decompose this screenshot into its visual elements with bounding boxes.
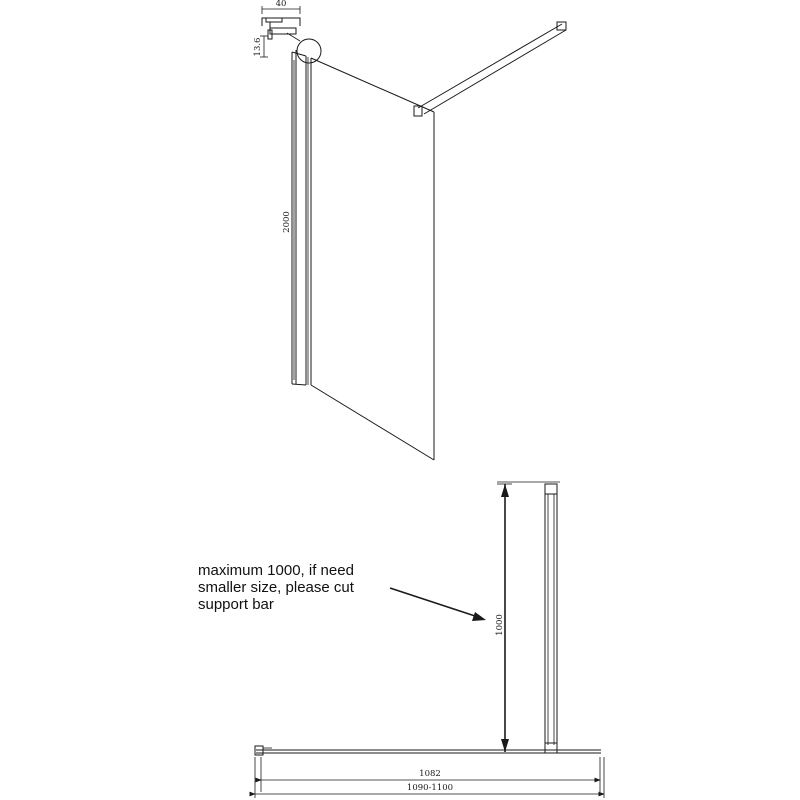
note-line-2: smaller size, please cut [198,579,354,596]
detail-callout-circle [297,39,321,63]
glass-panel [308,57,434,460]
front-view [198,482,604,798]
glass-panel-plan [255,746,601,755]
profile-width-dimension: 40 [275,0,287,9]
perspective-view [253,0,566,460]
profile-detail [253,0,300,57]
total-width-dimension: 1090-1100 [406,783,454,793]
support-bar [414,22,566,116]
cut-instruction-note [198,562,486,621]
note-line-1: maximum 1000, if need [198,562,354,579]
profile-depth-dimension: 13.6 [253,37,263,57]
support-bar-elevation [497,482,560,753]
support-bar-length-dimension-group [495,484,512,752]
panel-width-dimension: 1082 [419,769,441,779]
note-leader-arrow [390,588,475,616]
panel-height-dimension: 2000 [282,211,292,233]
support-bar-length-dimension: 1000 [495,614,505,636]
note-line-3: support bar [198,596,274,613]
